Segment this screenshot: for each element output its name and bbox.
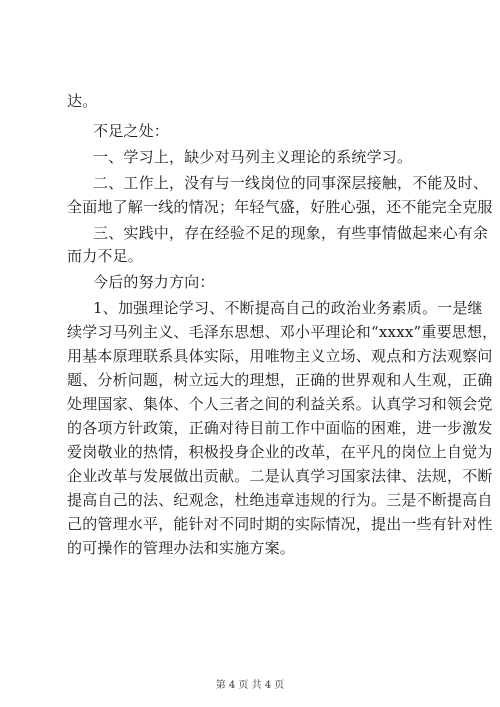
text-line-6: 三、实践中，存在经验不足的现象，有些事情做起来心有余: [93, 224, 489, 242]
text-line-7: 而力不足。: [67, 247, 144, 265]
text-line-13: 处理国家、集体、个人三者之间的利益关系。认真学习和领会党: [67, 395, 493, 413]
text-line-8: 今后的努力方向：: [93, 273, 215, 291]
text-line-16: 企业改革与发展做出贡献。二是认真学习国家法律、法规，不断: [67, 467, 493, 485]
text-line-5: 全面地了解一线的情况；年轻气盛，好胜心强，还不能完全克服: [67, 198, 493, 216]
text-line-9: 1、加强理论学习、不断提高自己的政治业务素质。一是继: [93, 299, 483, 317]
text-line-11: 用基本原理联系具体实际，用唯物主义立场、观点和方法观察问: [67, 347, 493, 365]
text-line-4: 二、工作上，没有与一线岗位的同事深层接触，不能及时、: [93, 174, 489, 192]
text-line-19: 的可操作的管理办法和实施方案。: [67, 539, 296, 557]
text-line-18: 己的管理水平，能针对不同时期的实际情况，提出一些有针对性: [67, 515, 493, 533]
text-line-15: 爱岗敬业的热情，积极投身企业的改革，在平凡的岗位上自觉为: [67, 443, 493, 461]
text-line-2: 不足之处：: [93, 122, 170, 140]
text-line-17: 提高自己的法、纪观念，杜绝违章违规的行为。三是不断提高自: [67, 491, 493, 509]
text-line-1: 达。: [67, 92, 98, 110]
text-line-14: 的各项方针政策，正确对待目前工作中面临的困难，进一步激发: [67, 419, 493, 437]
page-footer: 第 4 页 共 4 页: [215, 680, 285, 691]
text-line-10: 续学习马列主义、毛泽东思想、邓小平理论和“xxxx”重要思想，: [67, 323, 498, 341]
text-line-3: 一、学习上，缺少对马列主义理论的系统学习。: [93, 148, 413, 166]
text-line-12: 题、分析问题，树立远大的理想，正确的世界观和人生观，正确: [67, 371, 493, 389]
